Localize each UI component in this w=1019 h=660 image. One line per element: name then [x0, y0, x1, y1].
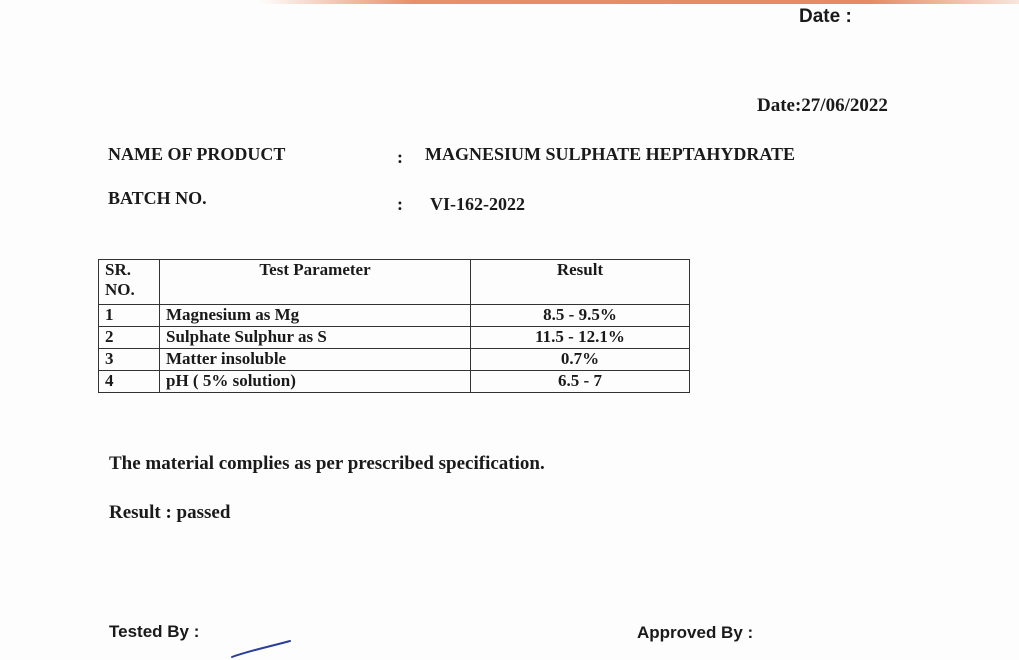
- signature-mark: [228, 636, 298, 660]
- test-parameter-header: Test Parameter: [160, 260, 471, 305]
- tested-by-label: Tested By :: [109, 622, 200, 641]
- table-row: [99, 305, 690, 327]
- sr-cell: 2: [99, 327, 160, 349]
- sr-cell: 4: [99, 371, 160, 393]
- sr-cell: 1: [99, 305, 160, 327]
- table-row: [99, 371, 690, 393]
- compliance-statement: The material complies as per prescribed specification.: [109, 453, 545, 474]
- product-name-label: NAME OF PRODUCT: [108, 144, 286, 164]
- parameter-cell: Matter insoluble: [160, 349, 471, 371]
- table-header-row: [99, 260, 690, 305]
- result-cell: 8.5 - 9.5%: [471, 305, 690, 327]
- product-name-value: MAGNESIUM SULPHATE HEPTAHYDRATE: [425, 144, 796, 164]
- result-cell: 0.7%: [471, 349, 690, 371]
- batch-number-label: BATCH NO.: [108, 188, 207, 208]
- test-results-table: [98, 259, 690, 393]
- parameter-cell: pH ( 5% solution): [160, 371, 471, 393]
- batch-separator: :: [397, 194, 403, 214]
- result-cell: 11.5 - 12.1%: [471, 327, 690, 349]
- table-row: [99, 349, 690, 371]
- result-header: Result: [471, 260, 690, 305]
- sr-cell: 3: [99, 349, 160, 371]
- top-edge-strip: [260, 0, 1019, 4]
- result-cell: 6.5 - 7: [471, 371, 690, 393]
- approved-by-label: Approved By :: [637, 623, 754, 642]
- table-row: [99, 327, 690, 349]
- overall-result: Result : passed: [109, 502, 231, 523]
- batch-number-value: VI-162-2022: [430, 194, 525, 214]
- parameter-cell: Magnesium as Mg: [160, 305, 471, 327]
- document-date: Date:27/06/2022: [757, 95, 888, 116]
- product-separator: :: [397, 147, 403, 167]
- sr-header-line2: NO.: [105, 280, 135, 299]
- parameter-cell: Sulphate Sulphur as S: [160, 327, 471, 349]
- sr-header-line1: SR.: [105, 260, 131, 279]
- sr-no-header: [99, 260, 160, 305]
- date-header-label: Date :: [799, 6, 852, 27]
